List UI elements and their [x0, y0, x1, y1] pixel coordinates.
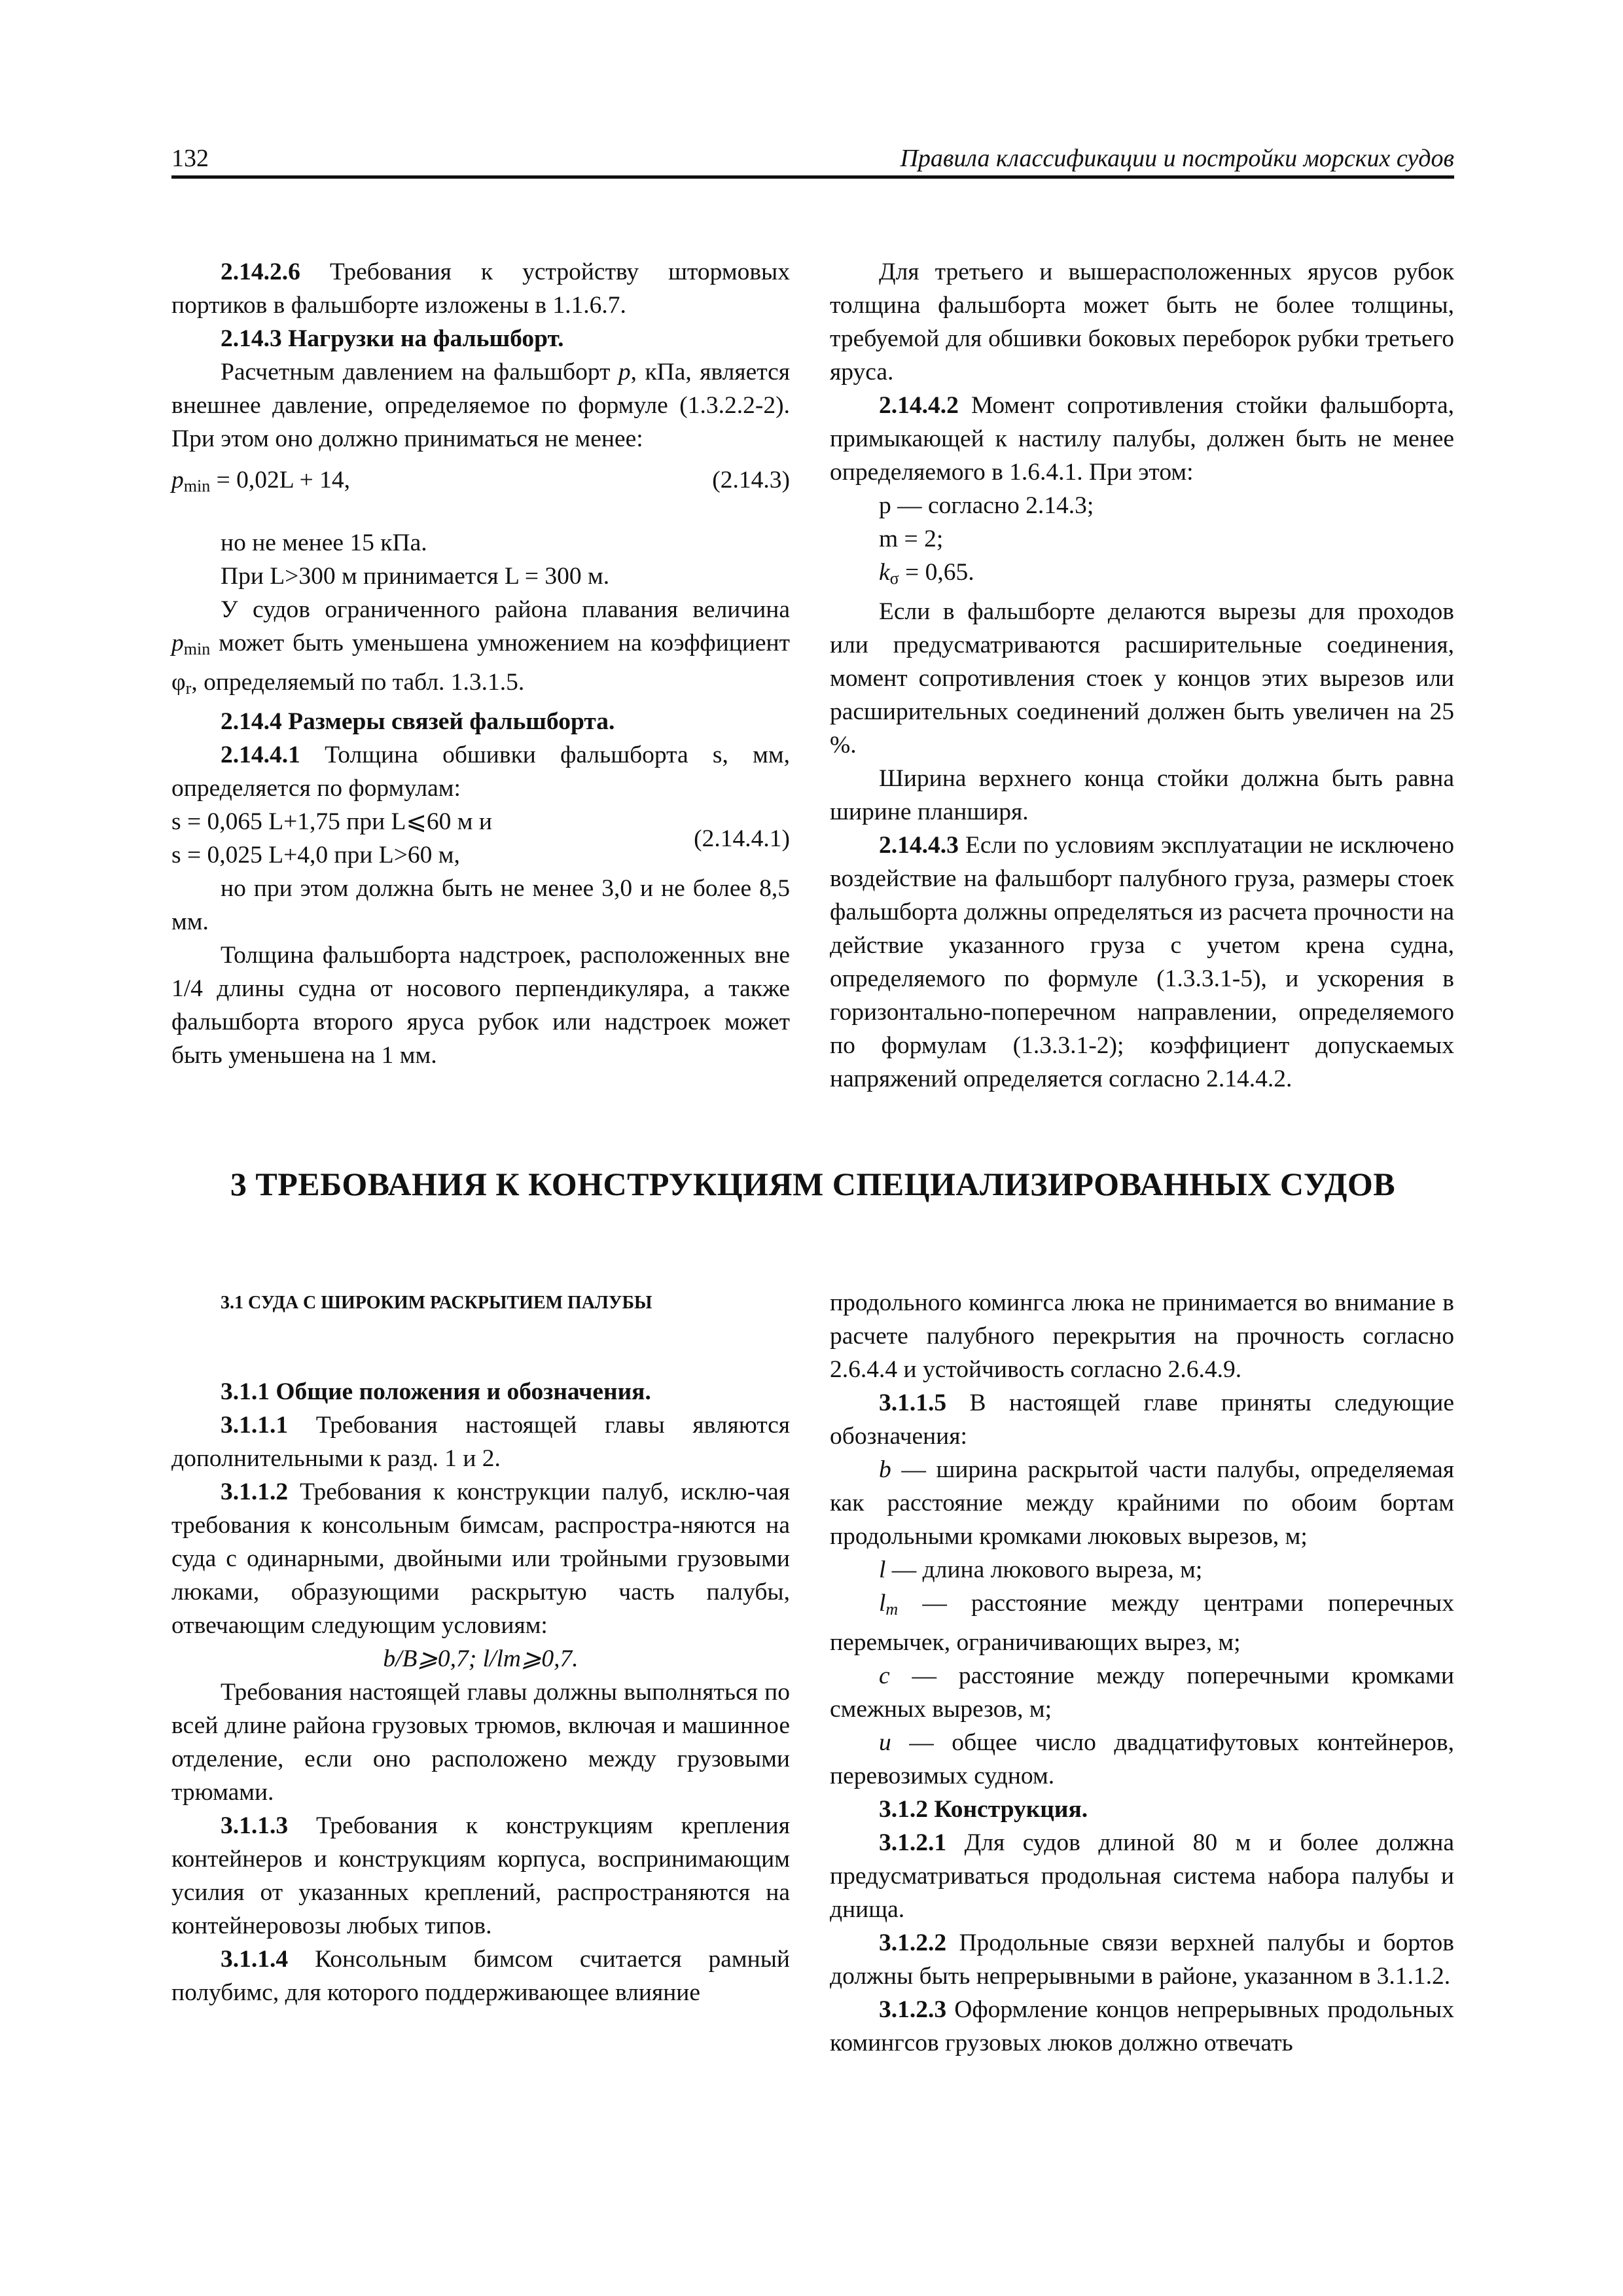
- formula-text: = 0,02L + 14,: [210, 467, 351, 493]
- paragraph-text: Требования настоящей главы являются дополнительными к разд. 1 и 2.: [171, 1412, 790, 1472]
- subscript: min: [183, 476, 211, 495]
- paragraph-design-pressure: [171, 355, 790, 456]
- heading-3-1-2: 3.1.2 Конструкция.: [879, 1796, 1088, 1823]
- paragraph-text: Продольные связи верхней палубы и бортов должны быть непрерывными в районе, указанном в 3.1.1.2.: [830, 1929, 1454, 1990]
- clause-number: 2.14.4.3: [879, 832, 959, 859]
- definition-c: [830, 1659, 1454, 1726]
- definition-b: [830, 1453, 1454, 1553]
- clause-number: 3.1.1.2: [221, 1479, 289, 1505]
- paragraph-length-limit: При L>300 м принимается L = 300 м.: [221, 563, 610, 590]
- formula-number: (2.14.3): [712, 467, 790, 493]
- paragraph-thickness-limits: но при этом должна быть не менее 3,0 и не более 8,5 мм.: [171, 875, 790, 935]
- definition-l: [830, 1553, 1454, 1587]
- text: — расстояние между поперечными кромками смежных вырезов, м;: [830, 1662, 1454, 1723]
- paragraph-3-1-2-2: [830, 1926, 1454, 1993]
- paragraph-third-tier: Для третьего и вышерасположенных ярусов рубок толщина фальшборта может быть не более толщины, требуемой для обшивки боковых переборок рубки третьего яруса.: [830, 259, 1454, 386]
- paragraph-text: Требования к конструкциям крепления контейнеров и конструкциям корпуса, воспринимающим усилия от указанных креплений, распространяются на контейнеровозы любых типов.: [171, 1812, 790, 1939]
- left-column-top: [171, 255, 790, 1072]
- paragraph-3-1-1-5: [830, 1386, 1454, 1453]
- text: длины судна от носового перпендикуляра, а также фальшборта второго яруса рубок или надстроек может быть уменьшена на 1 мм.: [171, 975, 790, 1069]
- running-title: Правила классификации и постройки морских судов: [900, 145, 1454, 172]
- paragraph-text: Требования к устройству штормовых портиков в фальшборте изложены в 1.1.6.7.: [171, 259, 790, 319]
- heading-2-14-3: 2.14.3 Нагрузки на фальшборт.: [221, 325, 564, 352]
- definition-k-sigma: [830, 556, 1454, 595]
- paragraph-stanchion-width: Ширина верхнего конца стойки должна быть равна ширине планширя.: [830, 765, 1454, 825]
- paragraph-3-1-2-1: [830, 1826, 1454, 1926]
- formula-2-14-4-1: [171, 805, 790, 872]
- text: = 0,65.: [899, 559, 974, 586]
- variable: l: [879, 1556, 886, 1583]
- definition-u: [830, 1726, 1454, 1793]
- paragraph-text: В настоящей главе приняты следующие обозначения:: [830, 1390, 1454, 1450]
- paragraph-3-1-2-3: [830, 1993, 1454, 2060]
- clause-number: 3.1.2.1: [879, 1829, 947, 1856]
- right-column-top: [830, 255, 1454, 1096]
- paragraph-2-14-4-3: [830, 829, 1454, 1096]
- header-rule: [171, 175, 1454, 179]
- definition-lm: [830, 1587, 1454, 1659]
- subscript: r: [185, 679, 192, 698]
- left-column-bottom: [171, 1286, 790, 2009]
- paragraph-text: Для судов длиной 80 м и более должна предусматриваться продольная система набора палубы и днища.: [830, 1829, 1454, 1923]
- clause-number: 3.1.1.4: [221, 1946, 289, 1973]
- text: может быть уменьшена умножением на коэффициент φ: [171, 630, 790, 696]
- paragraph-text: Консольным бимсом считается рамный полубимс, для которого поддерживающее влияние: [171, 1946, 790, 2006]
- paragraph-2-14-4-1: [171, 738, 790, 805]
- clause-number: 2.14.2.6: [221, 259, 300, 285]
- heading-3-1-1: 3.1.1 Общие положения и обозначения.: [221, 1378, 651, 1405]
- text: Толщина фальшборта надстроек, расположенных вне: [221, 942, 790, 969]
- paragraph-text: Оформление концов непрерывных продольных комингсов грузовых люков должно отвечать: [830, 1996, 1454, 2056]
- heading-2-14-4: 2.14.4 Размеры связей фальшборта.: [221, 708, 615, 735]
- variable: u: [879, 1729, 891, 1756]
- clause-number: 3.1.1.5: [879, 1390, 947, 1416]
- formula-line: s = 0,065 L+1,75 при L⩽60 м и: [171, 808, 492, 835]
- formula-opening-ratio: b/B⩾0,7; l/lm⩾0,7.: [383, 1645, 579, 1672]
- section-title: 3 ТРЕБОВАНИЯ К КОНСТРУКЦИЯМ СПЕЦИАЛИЗИРОВАННЫХ СУДОВ: [230, 1166, 1396, 1202]
- text: У судов ограниченного района плавания величина: [221, 596, 790, 623]
- clause-number: 2.14.4.2: [879, 392, 959, 419]
- clause-number: 3.1.2.2: [879, 1929, 947, 1956]
- paragraph-continued: продольного комингса люка не принимается во внимание в расчете палубного перекрытия на прочность согласно 2.6.4.4 и устойчивость согласно 2.6.4.9.: [830, 1289, 1454, 1383]
- variable: p: [171, 630, 184, 656]
- text: Расчетным давлением на фальшборт: [221, 359, 618, 386]
- paragraph-superstructure-bulwark: [171, 939, 790, 1072]
- subscript: min: [183, 639, 211, 658]
- subsection-title: 3.1 СУДА С ШИРОКИМ РАСКРЫТИЕМ ПАЛУБЫ: [221, 1293, 652, 1313]
- paragraph-text: Толщина обшивки фальшборта s, мм, определяется по формулам:: [171, 742, 790, 802]
- paragraph-2-14-4-2: [830, 389, 1454, 489]
- subscript: m: [885, 1600, 899, 1619]
- variable: p: [171, 467, 184, 493]
- paragraph-min-pressure: но не менее 15 кПа.: [221, 529, 427, 556]
- paragraph-3-1-1-4: [171, 1943, 790, 2009]
- subscript: σ: [889, 569, 899, 588]
- variable: k: [879, 559, 890, 586]
- paragraph-cutouts: Если в фальшборте делаются вырезы для проходов или предусматриваются расширительные соединения, момент сопротивления стоек у концов этих вырезов или расширительных соединений должен быть увеличен на 25 %.: [830, 598, 1454, 759]
- text: , кПа, является внешнее давление, определяемое по формуле (1.3.2.2-2). При этом оно должно приниматься не менее:: [171, 359, 791, 452]
- variable: b: [879, 1456, 891, 1483]
- text: — общее число двадцатифутовых контейнеров, перевозимых судном.: [830, 1729, 1454, 1789]
- formula-expression: [171, 463, 350, 503]
- variable: l: [879, 1590, 886, 1617]
- formula-line: s = 0,025 L+4,0 при L>60 м,: [171, 842, 460, 869]
- clause-number: 3.1.2.3: [879, 1996, 947, 2023]
- paragraph-3-1-1-1: [171, 1408, 790, 1475]
- fraction: 1/4: [171, 975, 203, 1002]
- right-column-bottom: [830, 1286, 1454, 2060]
- paragraph-3-1-1-2: [171, 1475, 790, 1642]
- text: , определяемый по табл. 1.3.1.5.: [191, 669, 525, 696]
- clause-number: 2.14.4.1: [221, 742, 300, 768]
- definition-p: p — согласно 2.14.3;: [879, 492, 1094, 519]
- formula-2-14-3: [171, 456, 790, 507]
- paragraph-text: Момент сопротивления стойки фальшборта, примыкающей к настилу палубы, должен быть не менее определяемого в 1.6.4.1. При этом:: [830, 392, 1454, 486]
- variable: c: [879, 1662, 890, 1689]
- clause-number: 3.1.1.3: [221, 1812, 289, 1839]
- formula-number: (2.14.4.1): [694, 825, 790, 852]
- text: — ширина раскрытой части палубы, определяемая как расстояние между крайними по обоим бортам продольными кромками люковых вырезов, м;: [830, 1456, 1454, 1550]
- paragraph-restricted-area: [171, 593, 790, 705]
- clause-number: 3.1.1.1: [221, 1412, 289, 1439]
- text: — расстояние между центрами поперечных перемычек, ограничивающих вырез, м;: [830, 1590, 1454, 1656]
- page-header: [171, 139, 1454, 178]
- paragraph-cargo-hold-length: Требования настоящей главы должны выполняться по всей длине района грузовых трюмов, включая и машинное отделение, если оно расположено между грузовыми трюмами.: [171, 1679, 790, 1806]
- text: — длина люкового выреза, м;: [885, 1556, 1203, 1583]
- paragraph-text: Требования к конструкции палуб, исклю-чая требования к консольным бимсам, распростра-няются на суда с одинарными, двойными или тройными грузовыми люками, образующими раскрытую часть палубы, отвечающим следующим условиям:: [171, 1479, 790, 1639]
- variable: p: [618, 359, 631, 386]
- page-number: 132: [171, 145, 209, 172]
- paragraph-text: Если по условиям эксплуатации не исключено воздействие на фальшборт палубного груза, размеры стоек фальшборта должны определяться из расчета прочности на действие указанного груза с учетом крена судна, определяемого по формуле (1.3.3.1-5), и ускорения в горизонтально-поперечном направлении, определяемого по формулам (1.3.3.1-2); коэффициент допускаемых напряжений определяется согласно 2.14.4.2.: [830, 832, 1454, 1092]
- definition-m: m = 2;: [879, 526, 944, 552]
- paragraph-2-14-2-6: [171, 255, 790, 322]
- paragraph-3-1-1-3: [171, 1809, 790, 1943]
